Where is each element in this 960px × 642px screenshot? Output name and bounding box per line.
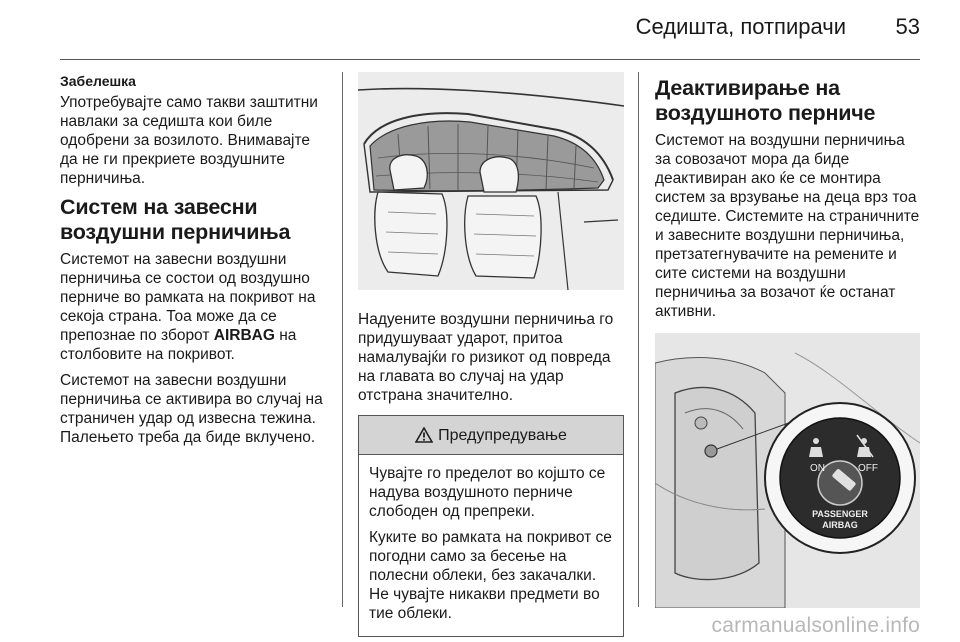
switch-off-label: OFF [858, 463, 878, 474]
car-interior-drawing [358, 72, 624, 290]
curtain-airbag-paragraph-1 [60, 250, 328, 364]
warning-header [359, 416, 623, 455]
switch-label-line-2: AIRBAG [822, 520, 858, 530]
airbag-switch-drawing [655, 333, 920, 608]
column-divider-1 [342, 72, 343, 607]
airbag-keyword: AIRBAG [213, 327, 275, 344]
curtain-p1-text-a: Системот на завесни воздушни перничиња се состои од воздушно перниче во рамката на покривот на секоја страна. Тоа може да се препознае по зборот [60, 251, 316, 344]
page-header-title: Седишта, потпирачи [635, 14, 846, 39]
watermark: carmanualsonline.info [711, 614, 920, 637]
warning-title: Предупредување [438, 426, 567, 444]
header-rule [60, 59, 920, 60]
warning-box [358, 415, 624, 637]
curtain-airbag-paragraph-2: Системот на завесни воздушни перничиња се активира во случај на страничен удар од извесна тежина. Палењето треба да биде вклучено. [60, 372, 323, 446]
column-middle [358, 72, 624, 637]
curtain-airbag-illustration [358, 72, 624, 290]
curtain-p1-text-b: на столбовите на покривот. [60, 327, 297, 363]
passenger-airbag-switch-illustration [655, 333, 920, 608]
deactivation-text: Системот на воздушни перничиња за совозачот мора да биде деактивиран ако ќе се монтира систем за врзување на деца врз тоа седиште. Системите на страничните и завесните воздушни перничиња, претзатегнувачите на ремените и сите системи на воздушни перничиња за возачот ќе останат активни. [655, 132, 920, 320]
warning-triangle-icon [415, 427, 433, 443]
figure1-caption: Надуените воздушни перничиња го придушуваат ударот, притоа намалувајќи го ризикот од повреда на главата во случај на удар отстрана значително. [358, 311, 614, 404]
warning-paragraph-2: Куките во рамката на покривот се погодни само за бесење на полесни облеки, без закачалки. Не чувајте никакви предмети во тие облеки. [369, 529, 612, 622]
curtain-airbag-heading: Систем на завесни воздушни перничиња [60, 195, 291, 244]
page-number: 53 [895, 14, 920, 39]
warning-body [359, 455, 623, 636]
note-text: Употребувајте само такви заштитни навлаки за седишта кои биле одобрени за возилото. Внимавајте да не ги прекриете воздушните перничиња. [60, 94, 318, 187]
column-right [655, 72, 923, 608]
note-title: Забелешка [60, 73, 136, 89]
warning-paragraph-1: Чувајте го пределот во којшто се надува воздушното перниче слободен од препреки. [369, 465, 606, 520]
deactivation-heading: Деактивирање на воздушното перниче [655, 76, 876, 125]
switch-label-line-1: PASSENGER [812, 509, 868, 519]
column-left [60, 72, 328, 454]
switch-on-label: ON [810, 463, 825, 474]
column-divider-2 [638, 72, 639, 607]
